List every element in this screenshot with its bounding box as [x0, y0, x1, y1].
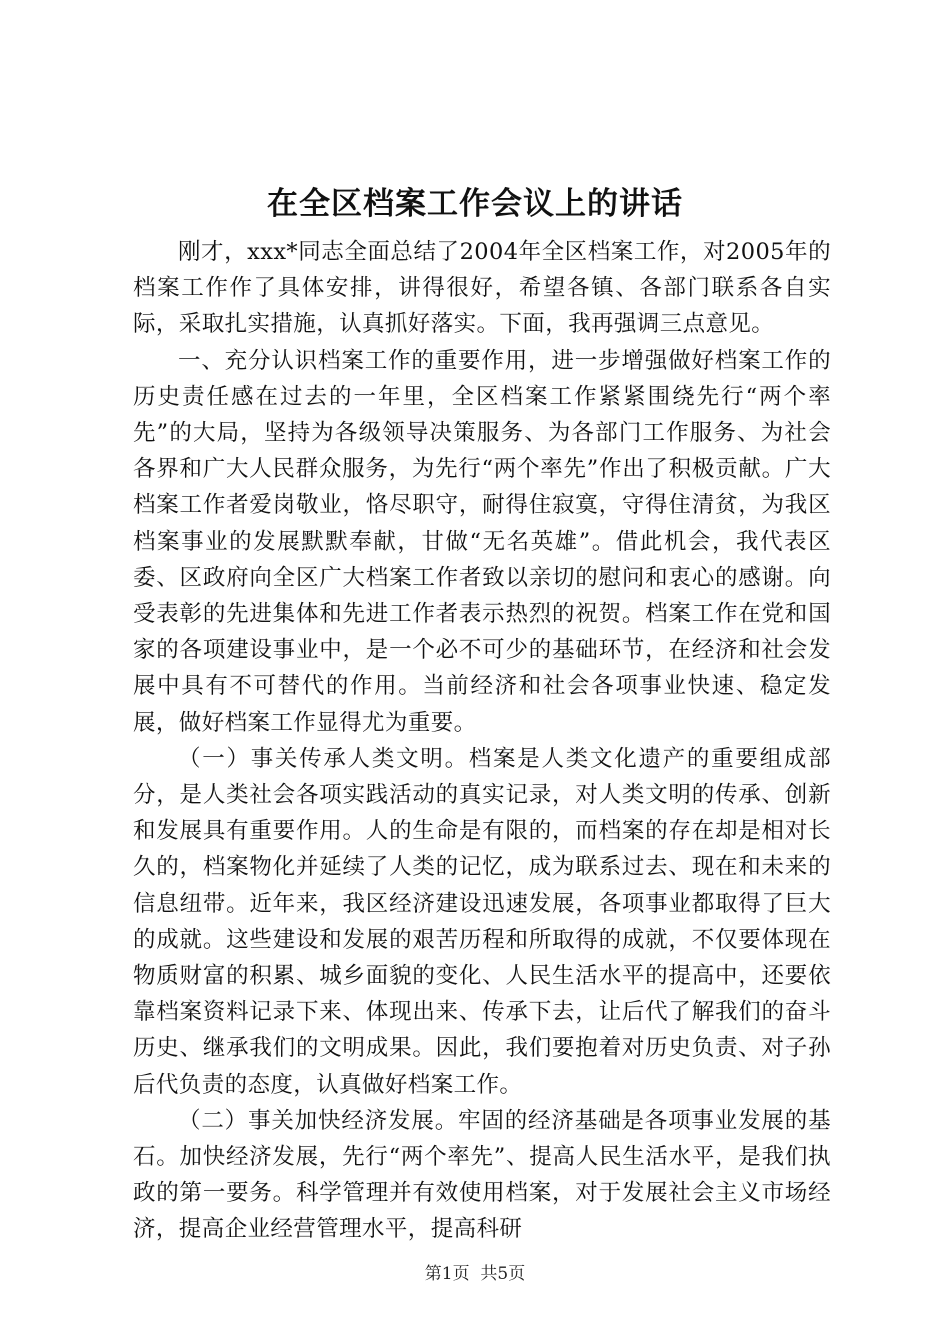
- page-total: 共5页: [480, 1264, 526, 1284]
- document-body: [133, 234, 831, 1248]
- paragraph-subsection-one: （一）事关传承人类文明。档案是人类文化遗产的重要组成部分，是人类社会各项实践活动的真实记录，对人类文明的传承、创新和发展具有重要作用。人的生命是有限的，而档案的存在却是相对长久的，档案物化并延续了人类的记忆，成为联系过去、现在和未来的信息纽带。近年来，我区经济建设迅速发展，各项事业都取得了巨大的成就。这些建设和发展的艰苦历程和所取得的成就，不仅要体现在物质财富的积累、城乡面貌的变化、人民生活水平的提高中，还要依靠档案资料记录下来、体现出来、传承下去，让后代了解我们的奋斗历史、继承我们的文明成果。因此，我们要抱着对历史负责、对子孙后代负责的态度，认真做好档案工作。: [133, 745, 831, 1098]
- document-title: 在全区档案工作会议上的讲话: [267, 186, 683, 222]
- paragraph-section-one: 一、充分认识档案工作的重要作用，进一步增强做好档案工作的历史责任感在过去的一年里，全区档案工作紧紧围绕先行“两个率先”的大局，坚持为各级领导决策服务、为各部门工作服务、为社会各界和广大人民群众服务，为先行“两个率先”作出了积极贡献。广大档案工作者爱岗敬业，恪尽职守，耐得住寂寞，守得住清贫，为我区档案事业的发展默默奉献，甘做“无名英雄”。借此机会，我代表区委、区政府向全区广大档案工作者致以亲切的慰问和衷心的感谢。向受表彰的先进集体和先进工作者表示热烈的祝贺。档案工作在党和国家的各项建设事业中，是一个必不可少的基础环节，在经济和社会发展中具有不可替代的作用。当前经济和社会各项事业快速、稳定发展，做好档案工作显得尤为重要。: [133, 347, 831, 736]
- page-number: 第1页: [424, 1264, 470, 1284]
- paragraph-subsection-two: （二）事关加快经济发展。牢固的经济基础是各项事业发展的基石。加快经济发展，先行“两个率先”、提高人民生活水平，是我们执政的第一要务。科学管理并有效使用档案，对于发展社会主义市场经济，提高企业经营管理水平，提高科研: [133, 1107, 831, 1243]
- paragraph-intro: 刚才，xxx*同志全面总结了2004年全区档案工作，对2005年的档案工作作了具体安排，讲得很好，希望各镇、各部门联系各自实际，采取扎实措施，认真抓好落实。下面，我再强调三点意见。: [133, 239, 831, 338]
- page-footer: [0, 1262, 950, 1286]
